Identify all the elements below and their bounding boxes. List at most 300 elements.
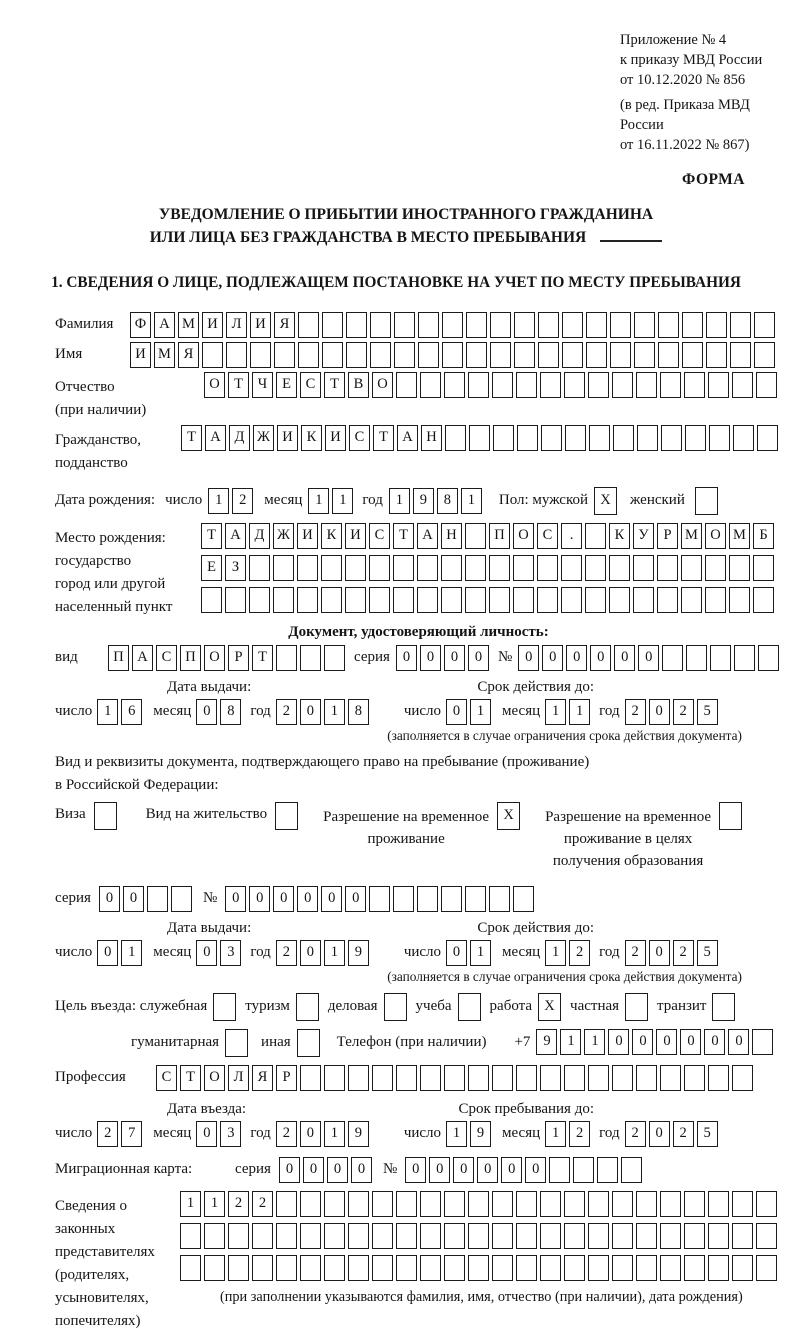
- char-box[interactable]: 0: [321, 886, 342, 912]
- char-box[interactable]: [633, 587, 654, 613]
- char-box[interactable]: [514, 312, 535, 338]
- char-box[interactable]: 2: [276, 699, 297, 725]
- char-box[interactable]: 0: [542, 645, 563, 671]
- purpose-humanitarian-checkbox[interactable]: [225, 1029, 251, 1057]
- char-box[interactable]: 7: [121, 1121, 142, 1147]
- char-box[interactable]: 0: [196, 1121, 217, 1147]
- char-box[interactable]: [444, 1191, 465, 1217]
- char-box[interactable]: Т: [324, 372, 345, 398]
- char-box[interactable]: 0: [728, 1029, 749, 1055]
- patronymic-input[interactable]: [204, 372, 780, 398]
- char-box[interactable]: [636, 372, 657, 398]
- char-box[interactable]: [345, 555, 366, 581]
- char-box[interactable]: [564, 1255, 585, 1281]
- char-box[interactable]: [681, 555, 702, 581]
- char-box[interactable]: [324, 1255, 345, 1281]
- char-box[interactable]: И: [250, 312, 271, 338]
- char-box[interactable]: [420, 1223, 441, 1249]
- char-box[interactable]: [684, 1065, 705, 1091]
- char-box[interactable]: [686, 645, 707, 671]
- char-box[interactable]: [585, 523, 606, 549]
- char-box[interactable]: 0: [680, 1029, 701, 1055]
- char-box[interactable]: [490, 342, 511, 368]
- char-box[interactable]: 9: [348, 1121, 369, 1147]
- purpose-business-checkbox[interactable]: [384, 993, 410, 1021]
- char-box[interactable]: 0: [704, 1029, 725, 1055]
- stay-day-input[interactable]: [446, 1121, 494, 1147]
- char-box[interactable]: К: [609, 523, 630, 549]
- char-box[interactable]: 0: [501, 1157, 522, 1183]
- char-box[interactable]: [465, 523, 486, 549]
- char-box[interactable]: О: [204, 372, 225, 398]
- char-box[interactable]: [660, 1223, 681, 1249]
- char-box[interactable]: [489, 587, 510, 613]
- char-box[interactable]: 1: [470, 699, 491, 725]
- char-box[interactable]: [204, 1223, 225, 1249]
- doc-valid-year-input[interactable]: [625, 699, 721, 725]
- char-box[interactable]: [538, 342, 559, 368]
- char-box[interactable]: И: [345, 523, 366, 549]
- purpose-work-checkbox[interactable]: [538, 993, 564, 1021]
- char-box[interactable]: [754, 342, 775, 368]
- char-box[interactable]: [516, 1223, 537, 1249]
- char-box[interactable]: [396, 1223, 417, 1249]
- char-box[interactable]: 0: [453, 1157, 474, 1183]
- char-box[interactable]: [369, 555, 390, 581]
- char-box[interactable]: [588, 1223, 609, 1249]
- char-box[interactable]: [348, 1255, 369, 1281]
- purpose-study-checkbox[interactable]: [458, 993, 484, 1021]
- char-box[interactable]: [466, 342, 487, 368]
- char-box[interactable]: [612, 1223, 633, 1249]
- char-box[interactable]: 0: [297, 886, 318, 912]
- char-box[interactable]: 9: [348, 940, 369, 966]
- temp-residence-edu-checkbox[interactable]: [719, 802, 745, 830]
- char-box[interactable]: 8: [220, 699, 241, 725]
- char-box[interactable]: Т: [181, 425, 202, 451]
- char-box[interactable]: [564, 1065, 585, 1091]
- char-box[interactable]: 1: [545, 699, 566, 725]
- char-box[interactable]: [708, 1255, 729, 1281]
- stay-month-input[interactable]: [545, 1121, 593, 1147]
- char-box[interactable]: [706, 342, 727, 368]
- char-box[interactable]: [657, 555, 678, 581]
- char-box[interactable]: Б: [753, 523, 774, 549]
- char-box[interactable]: [613, 425, 634, 451]
- char-box[interactable]: [538, 312, 559, 338]
- char-box[interactable]: 2: [97, 1121, 118, 1147]
- char-box[interactable]: [469, 425, 490, 451]
- char-box[interactable]: [228, 1223, 249, 1249]
- representatives-input-line1[interactable]: [180, 1191, 780, 1217]
- char-box[interactable]: [370, 342, 391, 368]
- char-box[interactable]: [562, 312, 583, 338]
- char-box[interactable]: [298, 342, 319, 368]
- char-box[interactable]: 0: [590, 645, 611, 671]
- char-box[interactable]: [492, 1255, 513, 1281]
- char-box[interactable]: [273, 555, 294, 581]
- char-box[interactable]: [445, 425, 466, 451]
- entry-year-input[interactable]: [276, 1121, 372, 1147]
- char-box[interactable]: Т: [180, 1065, 201, 1091]
- char-box[interactable]: [537, 555, 558, 581]
- char-box[interactable]: [537, 587, 558, 613]
- residence-issue-year-input[interactable]: [276, 940, 372, 966]
- char-box[interactable]: [180, 1255, 201, 1281]
- surname-input[interactable]: [130, 312, 778, 338]
- char-box[interactable]: [489, 886, 510, 912]
- char-box[interactable]: [300, 1065, 321, 1091]
- char-box[interactable]: [757, 425, 778, 451]
- char-box[interactable]: [492, 1191, 513, 1217]
- char-box[interactable]: [516, 1065, 537, 1091]
- char-box[interactable]: 1: [324, 940, 345, 966]
- char-box[interactable]: [588, 1191, 609, 1217]
- char-box[interactable]: [517, 425, 538, 451]
- char-box[interactable]: [276, 645, 297, 671]
- char-box[interactable]: [276, 1255, 297, 1281]
- char-box[interactable]: 0: [608, 1029, 629, 1055]
- char-box[interactable]: [705, 555, 726, 581]
- char-box[interactable]: К: [301, 425, 322, 451]
- char-box[interactable]: [441, 555, 462, 581]
- char-box[interactable]: [465, 555, 486, 581]
- char-box[interactable]: 1: [461, 488, 482, 514]
- char-box[interactable]: [441, 886, 462, 912]
- char-box[interactable]: [324, 1191, 345, 1217]
- char-box[interactable]: [682, 312, 703, 338]
- char-box[interactable]: [444, 1255, 465, 1281]
- representatives-input-line2[interactable]: [180, 1223, 780, 1249]
- char-box[interactable]: [396, 372, 417, 398]
- char-box[interactable]: 1: [121, 940, 142, 966]
- char-box[interactable]: [321, 555, 342, 581]
- char-box[interactable]: [684, 1255, 705, 1281]
- char-box[interactable]: А: [132, 645, 153, 671]
- char-box[interactable]: [729, 555, 750, 581]
- char-box[interactable]: З: [225, 555, 246, 581]
- char-box[interactable]: 2: [625, 699, 646, 725]
- char-box[interactable]: [297, 555, 318, 581]
- citizenship-input[interactable]: [181, 425, 781, 451]
- char-box[interactable]: 0: [279, 1157, 300, 1183]
- char-box[interactable]: [609, 587, 630, 613]
- sex-male-checkbox[interactable]: [594, 487, 620, 515]
- char-box[interactable]: [300, 1255, 321, 1281]
- doc-number-input[interactable]: [518, 645, 782, 671]
- char-box[interactable]: [465, 587, 486, 613]
- char-box[interactable]: 0: [614, 645, 635, 671]
- char-box[interactable]: [324, 1223, 345, 1249]
- char-box[interactable]: Т: [201, 523, 222, 549]
- char-box[interactable]: [712, 993, 735, 1021]
- char-box[interactable]: [180, 1223, 201, 1249]
- char-box[interactable]: [296, 993, 319, 1021]
- residence-valid-month-input[interactable]: [545, 940, 593, 966]
- birth-month-input[interactable]: [308, 488, 356, 514]
- char-box[interactable]: Н: [421, 425, 442, 451]
- char-box[interactable]: [252, 1223, 273, 1249]
- char-box[interactable]: [468, 1191, 489, 1217]
- char-box[interactable]: [297, 1029, 320, 1057]
- char-box[interactable]: 2: [673, 699, 694, 725]
- entry-day-input[interactable]: [97, 1121, 145, 1147]
- char-box[interactable]: [393, 886, 414, 912]
- char-box[interactable]: [730, 312, 751, 338]
- char-box[interactable]: [706, 312, 727, 338]
- char-box[interactable]: [322, 312, 343, 338]
- representatives-input-line3[interactable]: [180, 1255, 780, 1281]
- doc-issue-month-input[interactable]: [196, 699, 244, 725]
- char-box[interactable]: [396, 1255, 417, 1281]
- char-box[interactable]: .: [561, 523, 582, 549]
- char-box[interactable]: 0: [327, 1157, 348, 1183]
- char-box[interactable]: С: [349, 425, 370, 451]
- char-box[interactable]: 0: [566, 645, 587, 671]
- char-box[interactable]: [708, 372, 729, 398]
- char-box[interactable]: [540, 1223, 561, 1249]
- char-box[interactable]: 0: [300, 699, 321, 725]
- char-box[interactable]: 2: [276, 940, 297, 966]
- char-box[interactable]: [298, 312, 319, 338]
- char-box[interactable]: [612, 372, 633, 398]
- char-box[interactable]: [276, 1191, 297, 1217]
- char-box[interactable]: [490, 312, 511, 338]
- char-box[interactable]: [657, 587, 678, 613]
- char-box[interactable]: [708, 1065, 729, 1091]
- char-box[interactable]: [660, 1255, 681, 1281]
- char-box[interactable]: В: [348, 372, 369, 398]
- char-box[interactable]: [588, 1065, 609, 1091]
- char-box[interactable]: [396, 1065, 417, 1091]
- char-box[interactable]: [681, 587, 702, 613]
- char-box[interactable]: К: [321, 523, 342, 549]
- char-box[interactable]: 1: [308, 488, 329, 514]
- char-box[interactable]: [754, 312, 775, 338]
- char-box[interactable]: Н: [441, 523, 462, 549]
- char-box[interactable]: 1: [560, 1029, 581, 1055]
- char-box[interactable]: С: [156, 1065, 177, 1091]
- char-box[interactable]: [573, 1157, 594, 1183]
- char-box[interactable]: [756, 1223, 777, 1249]
- char-box[interactable]: 0: [649, 940, 670, 966]
- residence-valid-year-input[interactable]: [625, 940, 721, 966]
- char-box[interactable]: С: [300, 372, 321, 398]
- purpose-other-checkbox[interactable]: [297, 1029, 323, 1057]
- char-box[interactable]: О: [513, 523, 534, 549]
- char-box[interactable]: [348, 1065, 369, 1091]
- char-box[interactable]: 0: [444, 645, 465, 671]
- char-box[interactable]: [564, 1191, 585, 1217]
- char-box[interactable]: 0: [300, 940, 321, 966]
- char-box[interactable]: Л: [228, 1065, 249, 1091]
- char-box[interactable]: [369, 886, 390, 912]
- char-box[interactable]: [274, 342, 295, 368]
- char-box[interactable]: [684, 372, 705, 398]
- char-box[interactable]: [202, 342, 223, 368]
- char-box[interactable]: 2: [569, 1121, 590, 1147]
- doc-valid-month-input[interactable]: [545, 699, 593, 725]
- residence-issue-month-input[interactable]: [196, 940, 244, 966]
- char-box[interactable]: 8: [437, 488, 458, 514]
- char-box[interactable]: М: [729, 523, 750, 549]
- char-box[interactable]: [561, 555, 582, 581]
- char-box[interactable]: [710, 645, 731, 671]
- char-box[interactable]: [493, 425, 514, 451]
- char-box[interactable]: 1: [446, 1121, 467, 1147]
- char-box[interactable]: [225, 1029, 248, 1057]
- char-box[interactable]: [418, 342, 439, 368]
- char-box[interactable]: [418, 312, 439, 338]
- char-box[interactable]: [466, 312, 487, 338]
- char-box[interactable]: [708, 1191, 729, 1217]
- birthplace-input-line1[interactable]: [201, 523, 777, 549]
- char-box[interactable]: [444, 372, 465, 398]
- char-box[interactable]: 2: [228, 1191, 249, 1217]
- stay-year-input[interactable]: [625, 1121, 721, 1147]
- char-box[interactable]: [597, 1157, 618, 1183]
- char-box[interactable]: [444, 1065, 465, 1091]
- char-box[interactable]: 0: [525, 1157, 546, 1183]
- char-box[interactable]: [384, 993, 407, 1021]
- char-box[interactable]: X: [594, 487, 617, 515]
- char-box[interactable]: 0: [477, 1157, 498, 1183]
- char-box[interactable]: [753, 587, 774, 613]
- char-box[interactable]: [322, 342, 343, 368]
- char-box[interactable]: [324, 1065, 345, 1091]
- char-box[interactable]: [661, 425, 682, 451]
- char-box[interactable]: [468, 1065, 489, 1091]
- char-box[interactable]: 0: [656, 1029, 677, 1055]
- char-box[interactable]: [228, 1255, 249, 1281]
- char-box[interactable]: 0: [405, 1157, 426, 1183]
- char-box[interactable]: [636, 1223, 657, 1249]
- char-box[interactable]: 1: [204, 1191, 225, 1217]
- char-box[interactable]: 0: [351, 1157, 372, 1183]
- char-box[interactable]: [275, 802, 298, 830]
- char-box[interactable]: [345, 587, 366, 613]
- char-box[interactable]: [634, 312, 655, 338]
- char-box[interactable]: [94, 802, 117, 830]
- char-box[interactable]: [346, 342, 367, 368]
- char-box[interactable]: [730, 342, 751, 368]
- char-box[interactable]: [300, 1191, 321, 1217]
- char-box[interactable]: [586, 312, 607, 338]
- char-box[interactable]: [225, 587, 246, 613]
- char-box[interactable]: [393, 587, 414, 613]
- char-box[interactable]: [369, 587, 390, 613]
- char-box[interactable]: [204, 1255, 225, 1281]
- char-box[interactable]: [492, 1065, 513, 1091]
- char-box[interactable]: [585, 587, 606, 613]
- char-box[interactable]: [276, 1223, 297, 1249]
- char-box[interactable]: 0: [196, 699, 217, 725]
- char-box[interactable]: [732, 1065, 753, 1091]
- char-box[interactable]: Ч: [252, 372, 273, 398]
- char-box[interactable]: 0: [300, 1121, 321, 1147]
- doc-valid-day-input[interactable]: [446, 699, 494, 725]
- char-box[interactable]: [513, 555, 534, 581]
- char-box[interactable]: Ж: [273, 523, 294, 549]
- doc-issue-year-input[interactable]: [276, 699, 372, 725]
- char-box[interactable]: [492, 372, 513, 398]
- char-box[interactable]: Т: [373, 425, 394, 451]
- char-box[interactable]: [420, 372, 441, 398]
- char-box[interactable]: [252, 1255, 273, 1281]
- char-box[interactable]: [297, 587, 318, 613]
- char-box[interactable]: [420, 1255, 441, 1281]
- char-box[interactable]: 0: [420, 645, 441, 671]
- char-box[interactable]: [564, 1223, 585, 1249]
- char-box[interactable]: [586, 342, 607, 368]
- char-box[interactable]: [171, 886, 192, 912]
- char-box[interactable]: [249, 587, 270, 613]
- char-box[interactable]: [756, 1255, 777, 1281]
- char-box[interactable]: [324, 645, 345, 671]
- char-box[interactable]: [372, 1065, 393, 1091]
- char-box[interactable]: А: [154, 312, 175, 338]
- char-box[interactable]: 1: [569, 699, 590, 725]
- char-box[interactable]: [372, 1223, 393, 1249]
- char-box[interactable]: [489, 555, 510, 581]
- char-box[interactable]: [516, 1191, 537, 1217]
- char-box[interactable]: [637, 425, 658, 451]
- char-box[interactable]: 2: [569, 940, 590, 966]
- char-box[interactable]: Ж: [253, 425, 274, 451]
- char-box[interactable]: 0: [468, 645, 489, 671]
- char-box[interactable]: 1: [324, 1121, 345, 1147]
- birthplace-input-line3[interactable]: [201, 587, 777, 613]
- char-box[interactable]: Д: [249, 523, 270, 549]
- char-box[interactable]: [719, 802, 742, 830]
- char-box[interactable]: [753, 555, 774, 581]
- char-box[interactable]: 0: [446, 699, 467, 725]
- char-box[interactable]: [732, 372, 753, 398]
- char-box[interactable]: Я: [178, 342, 199, 368]
- char-box[interactable]: Д: [229, 425, 250, 451]
- char-box[interactable]: Т: [393, 523, 414, 549]
- char-box[interactable]: П: [180, 645, 201, 671]
- char-box[interactable]: [612, 1191, 633, 1217]
- char-box[interactable]: [516, 1255, 537, 1281]
- char-box[interactable]: [540, 372, 561, 398]
- doc-issue-day-input[interactable]: [97, 699, 145, 725]
- profession-input[interactable]: [156, 1065, 756, 1091]
- char-box[interactable]: 0: [123, 886, 144, 912]
- char-box[interactable]: [442, 342, 463, 368]
- char-box[interactable]: М: [178, 312, 199, 338]
- char-box[interactable]: Е: [201, 555, 222, 581]
- char-box[interactable]: С: [156, 645, 177, 671]
- purpose-private-checkbox[interactable]: [625, 993, 651, 1021]
- migration-number-input[interactable]: [405, 1157, 645, 1183]
- char-box[interactable]: [733, 425, 754, 451]
- char-box[interactable]: [514, 342, 535, 368]
- char-box[interactable]: С: [537, 523, 558, 549]
- char-box[interactable]: 0: [249, 886, 270, 912]
- char-box[interactable]: [420, 1065, 441, 1091]
- char-box[interactable]: [420, 1191, 441, 1217]
- char-box[interactable]: Т: [228, 372, 249, 398]
- char-box[interactable]: [588, 372, 609, 398]
- char-box[interactable]: 1: [584, 1029, 605, 1055]
- char-box[interactable]: 5: [697, 1121, 718, 1147]
- char-box[interactable]: О: [204, 645, 225, 671]
- char-box[interactable]: [300, 1223, 321, 1249]
- char-box[interactable]: [442, 312, 463, 338]
- char-box[interactable]: 2: [673, 940, 694, 966]
- char-box[interactable]: 1: [470, 940, 491, 966]
